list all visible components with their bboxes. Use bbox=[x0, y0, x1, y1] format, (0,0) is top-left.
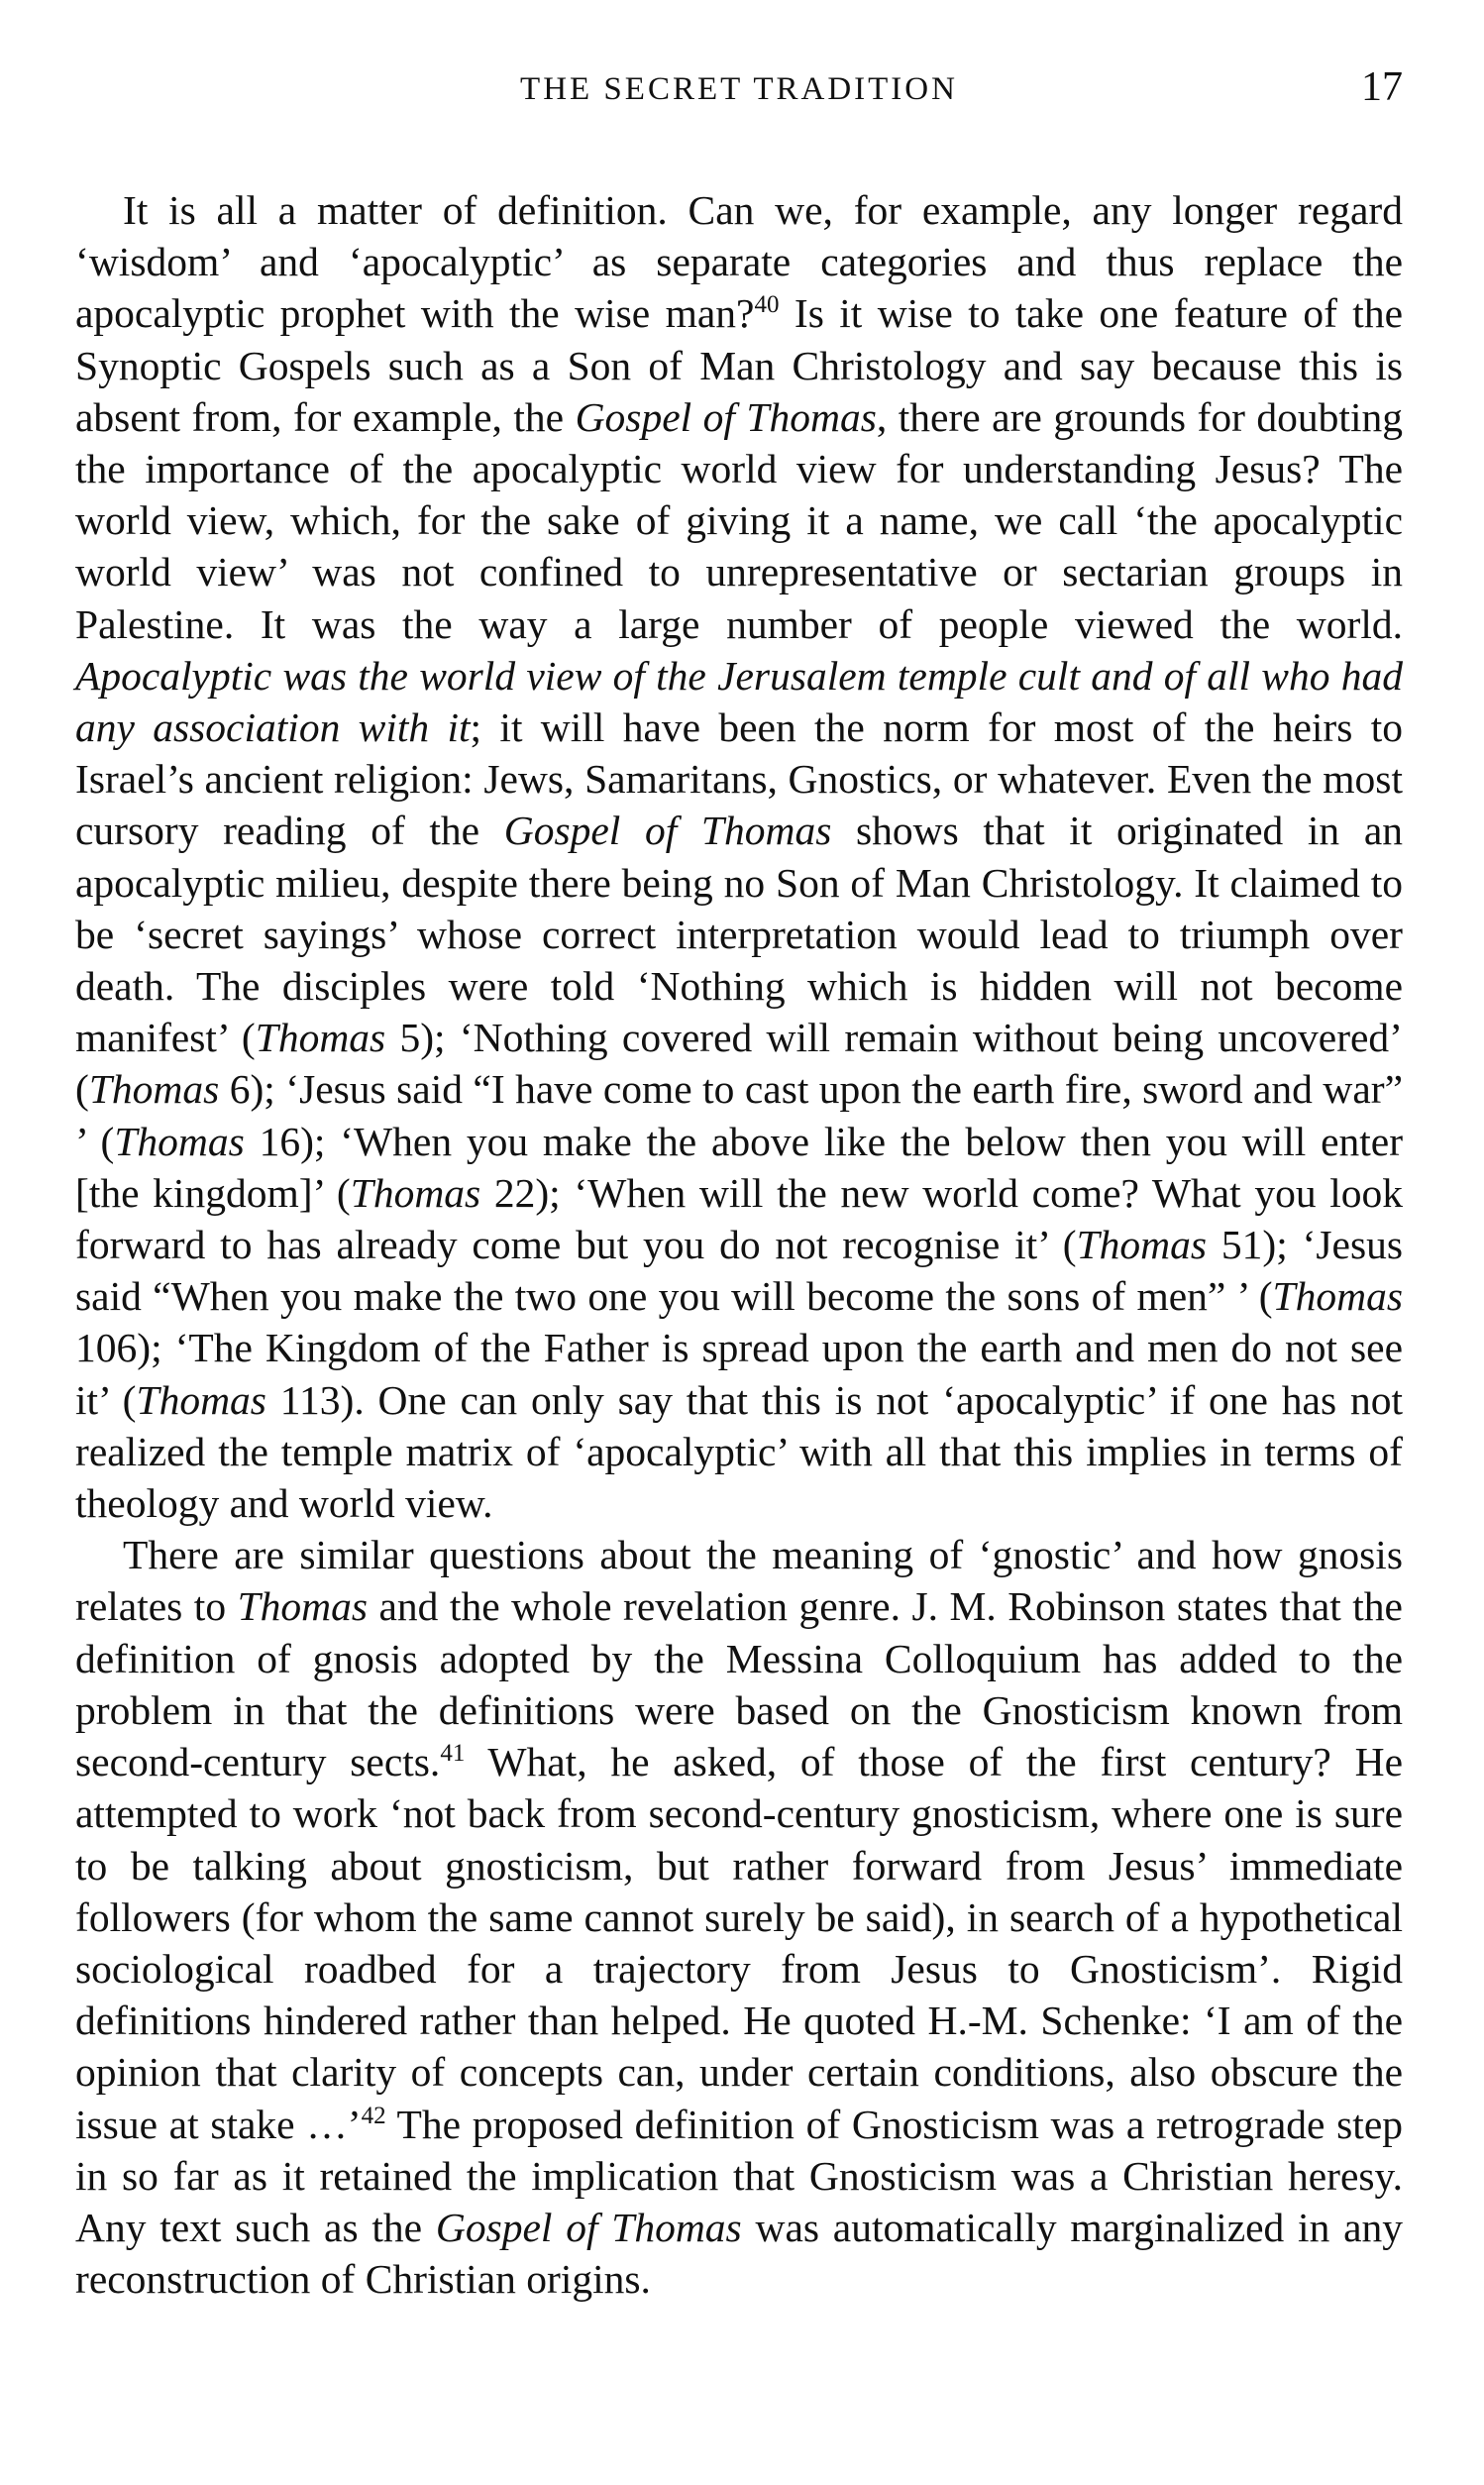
italic-text: Gospel of Thomas bbox=[575, 393, 877, 440]
footnote-ref: 42 bbox=[361, 2102, 386, 2129]
italic-text: Thomas bbox=[237, 1583, 369, 1630]
text-run: Is it wise to take one feature of the Synoptic Gospels such as a Son of Man Christology and say because this is absent from, for example, the bbox=[75, 290, 1403, 440]
italic-text: Gospel of Thomas bbox=[503, 808, 832, 854]
text-run: 22); ‘When will the new world come? What you look forward to has already come but you do not recognise it’ ( bbox=[75, 1169, 1404, 1268]
text-run: What, he asked, of those of the first century? He attempted to work ‘not back from second-century gnosticism, where one is sure to be talking about gnosticism, but rather forward from Jesus’ immediate followers (for whom the same cannot surely be said), in search of a hypothetical sociological roadbed for a trajectory from Jesus to Gnosticism’. Rigid definitions hindered rather than helped. He quoted H.-M. Schenke: ‘I am of the opinion that clarity of concepts can, under certain conditions, also obscure the issue at stake …’ bbox=[75, 1739, 1403, 2147]
text-run: It is all a matter of definition. Can we, for example, any longer regard ‘wisdom’ and ‘apocalyptic’ as separate categories and thus replace the apocalyptic prophet with the wise man? bbox=[75, 187, 1403, 337]
paragraph-1 bbox=[75, 184, 1403, 1529]
italic-text: Thomas bbox=[255, 1015, 386, 1061]
running-title: THE SECRET TRADITION bbox=[520, 71, 958, 107]
italic-text: Thomas bbox=[350, 1169, 481, 1216]
italic-text: Thomas bbox=[1076, 1222, 1208, 1268]
running-head bbox=[75, 61, 1403, 121]
italic-text: Gospel of Thomas bbox=[435, 2204, 742, 2250]
italic-text: Thomas bbox=[136, 1376, 266, 1423]
text-run: There are similar questions about the meaning of ‘gnostic’ and how gnosis relates to bbox=[75, 1532, 1403, 1630]
italic-text: Apocalyptic was the world view of the Jerusalem temple cult and of all who had any association with it bbox=[75, 652, 1403, 751]
footnote-ref: 40 bbox=[754, 291, 780, 319]
text-run: shows that it originated in an apocalyptic milieu, despite there being no Son of Man Christology. It claimed to be ‘secret sayings’ whose correct interpretation would lead to triumph over death. The disciples were told ‘Nothing which is hidden will not become manifest’ ( bbox=[75, 808, 1403, 1061]
text-run: 16); ‘When you make the above like the below then you will enter [the kingdom]’ ( bbox=[75, 1118, 1404, 1216]
italic-text: Thomas bbox=[88, 1066, 220, 1113]
text-run: 51); ‘Jesus said “When you make the two one you will become the sons of men” ’ ( bbox=[75, 1222, 1403, 1320]
text-run: was automatically marginalized in any reconstruction of Christian origins. bbox=[75, 2204, 1404, 2303]
text-run: 113). One can only say that this is not ‘apocalyptic’ if one has not realized the temple matrix of ‘apocalyptic’ with all that this implies in terms of theology and world view. bbox=[75, 1376, 1403, 1527]
text-run: 5); ‘Nothing covered will remain without being uncovered’ ( bbox=[75, 1015, 1404, 1113]
footnote-ref: 41 bbox=[440, 1740, 466, 1768]
italic-text: Thomas bbox=[1272, 1273, 1403, 1320]
italic-text: Thomas bbox=[114, 1118, 245, 1164]
text-run: , there are grounds for doubting the importance of the apocalyptic world view for understanding Jesus? The world view, which, for the sake of giving it a name, we call ‘the apocalyptic world view’ was not confined to unrepresentative or sectarian groups in Palestine. It was the way a large number of people viewed the world. bbox=[75, 393, 1403, 647]
body-text bbox=[75, 184, 1403, 2305]
text-run: 106); ‘The Kingdom of the Father is spread upon the earth and men do not see it’ ( bbox=[75, 1325, 1403, 1423]
text-run: 6); ‘Jesus said “I have come to cast upon the earth fire, sword and war” ’ ( bbox=[75, 1066, 1403, 1164]
text-run: and the whole revelation genre. J. M. Robinson states that the definition of gnosis adopted by the Messina Colloquium has added to the problem in that the definitions were based on the Gnosticism known from second-century sects. bbox=[75, 1583, 1403, 1785]
page-number: 17 bbox=[1361, 64, 1403, 110]
text-run: The proposed definition of Gnosticism was a retrograde step in so far as it retained the implication that Gnosticism was a Christian heresy. Any text such as the bbox=[75, 2101, 1403, 2250]
paragraph-2 bbox=[75, 1529, 1403, 2305]
text-run: ; it will have been the norm for most of the heirs to Israel’s ancient religion: Jews, Samaritans, Gnostics, or whatever. Even the most cursory reading of the bbox=[75, 704, 1404, 854]
